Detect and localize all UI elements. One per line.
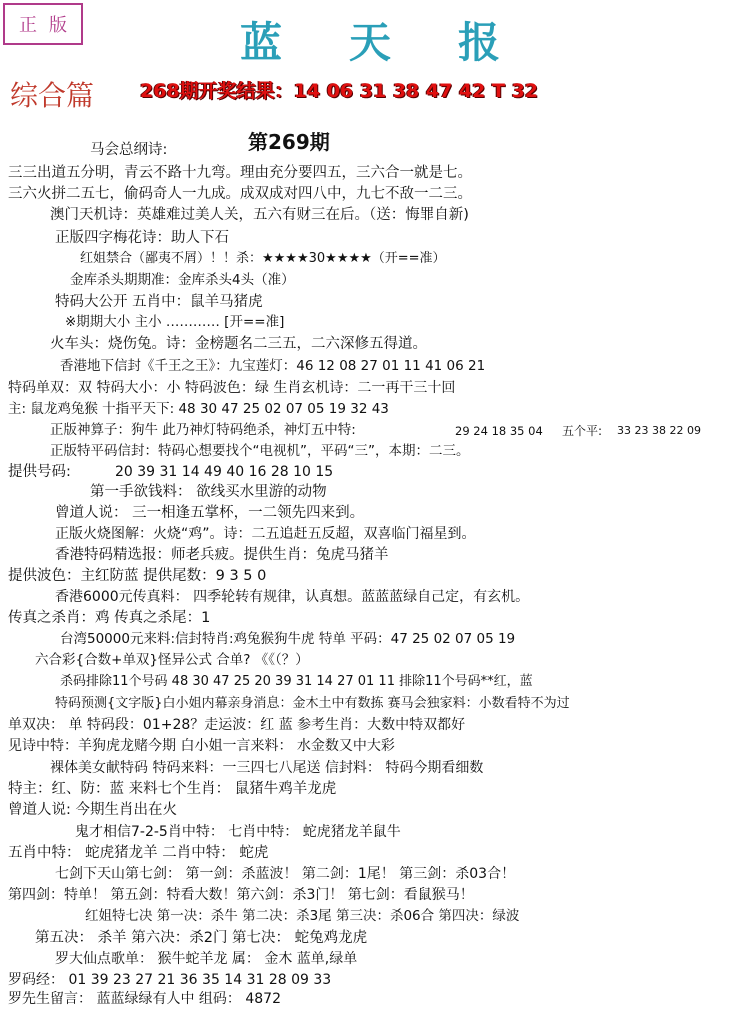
text-line: 六合彩{合数+单双}怪异公式 合单? 《《（？） (35, 652, 309, 668)
text-line: 罗大仙点歌单： 猴牛蛇羊龙 属： 金木 蓝单,绿单 (55, 951, 358, 967)
text-line: 正版特平码信封：特码心想要找个“电视机”，平码“三”，本期：二三。 (50, 443, 470, 459)
text-line: 第一手欲钱料： 欲线买水里游的动物 (90, 484, 327, 500)
text-line: 正版神算子：狗牛 此乃神灯特码绝杀，神灯五中特: (50, 422, 356, 438)
text-line: 红姐特七决 第一决：杀牛 第二决：杀3尾 第三决：杀06合 第四决：绿波 (85, 908, 520, 924)
text-line: 香港地下信封《千王之王》：九宝莲灯：46 12 08 27 01 11 41 06 21 (60, 358, 486, 374)
section-heading: 综合篇 (10, 79, 95, 112)
text-line: 33 23 38 22 09 (617, 424, 701, 437)
text-line: ※期期大小 主小 ………… [开==准] (65, 314, 285, 330)
text-line: 29 24 18 35 04 (455, 424, 543, 438)
genuine-stamp (3, 3, 83, 45)
stamp-char: 版 (49, 15, 67, 36)
text-line: 曾道人说: 今期生肖出在火 (8, 802, 177, 818)
text-line: 特码预测{文字版}白小姐内幕亲身消息：金木土中有数拣 赛马会独家料：小数看特不为过 (55, 696, 570, 711)
issue-number: 第269期 (248, 130, 330, 154)
text-line: 提供号码: (8, 464, 71, 480)
text-line: 火车头：烧伤兔。诗：金榜题名二三五，二六深修五得道。 (50, 336, 427, 352)
text-line: 香港特码精选报：师老兵疲。提供生肖：兔虎马猪羊 (55, 547, 389, 563)
text-line: 澳门天机诗：英雄难过美人关，五六有财三在后。（送：悔罪自新) (50, 207, 469, 223)
text-line: 提供波色：主红防蓝 提供尾数：9 3 5 0 (8, 568, 267, 584)
title-char: 天 (348, 18, 391, 67)
text-line: 传真之杀肖：鸡 传真之杀尾：1 (8, 610, 211, 626)
draw-result: 268期开奖结果：14 06 31 38 47 42 T 32 (140, 80, 539, 102)
text-line: 鬼才相信7-2-5肖中特： 七肖中特： 蛇虎猪龙羊鼠牛 (75, 824, 401, 840)
text-line: 单双决： 单 特码段：01+28？走运波：红 蓝 参考生肖：大数中特双都好 (8, 717, 466, 733)
text-line: 香港6000元传真料： 四季轮转有规律，认真想。蓝蓝蓝绿自己定，有玄机。 (55, 589, 530, 605)
text-line: 特码单双：双 特码大小：小 特码波色：绿 生肖玄机诗：二一再干三十回 (8, 380, 456, 396)
text-line: 红姐禁合（鄙夷不屑）！！杀：★★★★30★★★★（开==准） (80, 251, 446, 266)
title-char: 蓝 (240, 18, 283, 67)
text-line: 特主：红、防：蓝 来料七个生肖： 鼠猪牛鸡羊龙虎 (8, 781, 337, 797)
text-line: 七剑下天山第七剑： 第一剑：杀蓝波！ 第二剑：1尾！ 第三剑：杀03合！ (55, 866, 516, 882)
text-line: 罗先生留言： 蓝蓝绿绿有人中 组码： 4872 (8, 991, 281, 1007)
text-line: 第四剑：特单！ 第五剑：特看大数！第六剑：杀3门！ 第七剑：看鼠猴马！ (8, 887, 474, 903)
text-line: 特码大公开 五肖中：鼠羊马猪虎 (55, 294, 263, 310)
text-line: 五肖中特： 蛇虎猪龙羊 二肖中特： 蛇虎 (8, 845, 269, 861)
text-line: 五个平: (562, 424, 603, 438)
text-line: 正版四字梅花诗：助人下石 (55, 230, 229, 246)
text-line: 第五决： 杀羊 第六决：杀2门 第七决： 蛇兔鸡龙虎 (35, 930, 368, 946)
page-title (240, 10, 500, 70)
stamp-char: 正 (19, 15, 37, 36)
text-line: 曾道人说： 三一相逢五掌杯，一二领先四来到。 (55, 505, 365, 521)
text-line: 三三出道五分明，青云不路十九弯。理由充分要四五，三六合一就是七。 (8, 165, 472, 181)
text-line: 20 39 31 14 49 40 16 28 10 15 (115, 464, 334, 480)
text-line: 罗码经： 01 39 23 27 21 36 35 14 31 28 09 33 (8, 972, 332, 988)
text-line: 见诗中特：羊狗虎龙赌今期 白小姐一言来料： 水金数又中大彩 (8, 738, 395, 754)
text-line: 金库杀头期期准：金库杀头4头（准） (70, 272, 295, 288)
text-line: 杀码排除11个号码 48 30 47 25 20 39 31 14 27 01 11 排除11个号码**红，蓝 (60, 674, 533, 689)
text-line: 马会总纲诗: (90, 142, 168, 158)
text-line: 三六火拼二五七，偷码奇人一九成。成双成对四八中，九七不敌一二三。 (8, 186, 472, 202)
text-line: 台湾50000元来料:信封特肖:鸡兔猴狗牛虎 特单 平码：47 25 02 07 05 19 (60, 631, 516, 647)
text-line: 主: 鼠龙鸡兔猴 十指平天下: 48 30 47 25 02 07 05 19 32 43 (8, 401, 389, 417)
text-line: 正版火烧图解：火烧“鸡”。诗：二五追赶五反超，双喜临门福星到。 (55, 526, 476, 542)
text-line: 裸体美女献特码 特码来料：一三四七八尾送 信封料： 特码今期看细数 (50, 760, 484, 776)
title-char: 报 (457, 18, 500, 67)
